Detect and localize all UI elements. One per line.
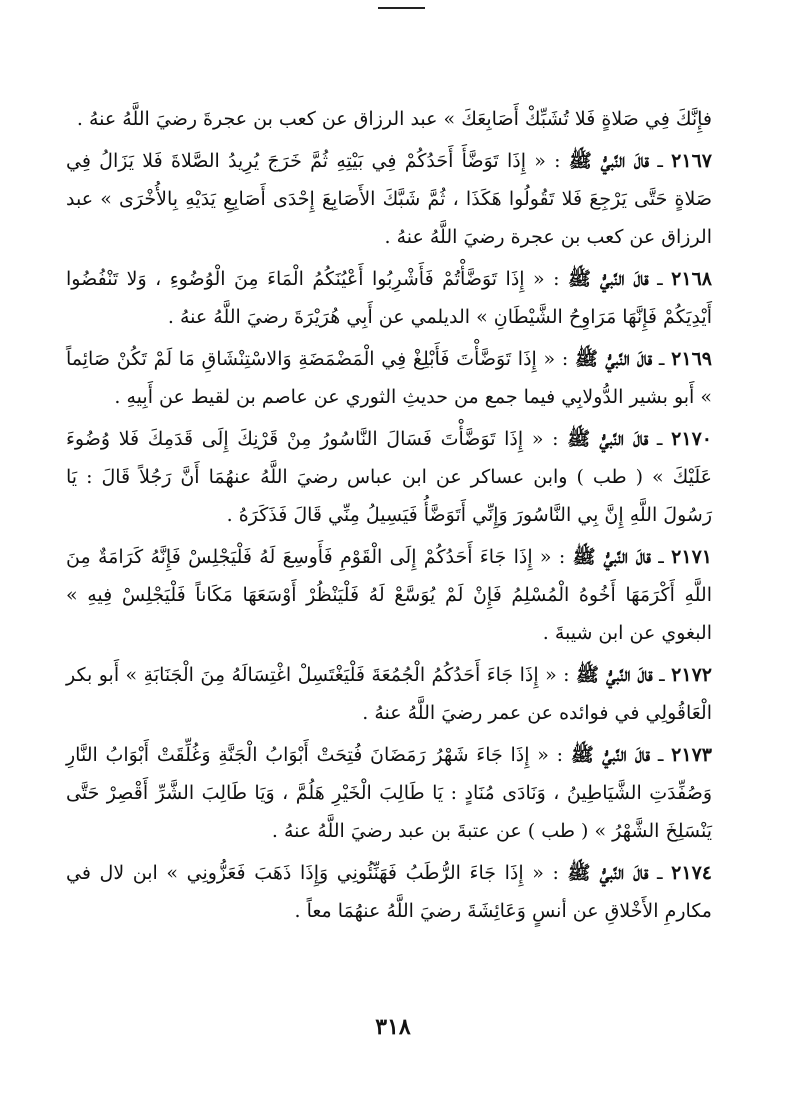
- hadith-entry: ٢١٧٣ ـ قالَ النَّبيُّ ﷺ : « إِذَا جَاءَ شَهْرُ رَمَضَانَ فُتِحَتْ أَبْوَابُ الْجَنَّةِ وَغُلِّقَتْ أَبْوَابُ النَّارِ وَصُفِّدَتِ الشَّيَاطِينُ ، وَنَادَى مُنَادٍ : يَا طَالِبَ الْخَيْرِ هَلُمَّ ، وَيَا طَالِبَ الشَّرِّ أَقْصِرْ حَتَّى يَنْسَلِخَ الشَّهْرُ » ( طب ) عن عتبةَ بن عبد رضيَ اللَّهُ عنهُ .: [66, 744, 712, 842]
- hadith-number: ٢١٧١: [671, 546, 712, 568]
- hadith-entry: ٢١٧١ ـ قالَ النَّبيُّ ﷺ : « إِذَا جَاءَ أَحَدُكُمْ إِلَى الْقَوْمِ فَأَوسِعَ لَهُ فَلْيَجْلِسْ فَإِنَّهُ كَرَامَةٌ مِنَ اللَّهِ أَكْرَمَهَا أَخُوهُ الْمُسْلِمُ فَإِنْ لَمْ يُوَسَّعْ لَهُ فَلْيَنْظُرْ أَوْسَعَهَا مَكَاناً فَلْيَجْلِسْ فِيهِ » البغوي عن ابن شيبةَ .: [66, 546, 712, 644]
- hadith-entry: ٢١٦٧ ـ قالَ النَّبيُّ ﷺ : « إِذَا تَوَضَّأَ أَحَدُكُمْ فِي بَيْتِهِ ثُمَّ خَرَجَ يُرِيدُ الصَّلاةَ فَلا يَزَالُ فِي صَلاةٍ حَتَّى يَرْجِعَ فَلا تَقُولُوا هَكَذَا ، ثُمَّ شَبَّكَ الأَصَابِعَ إِحْدَى أَصَابِعِ يَدَيْهِ بِالأُخْرَى » عبد الرزاق عن كعب بن عجرة رضيَ اللَّهُ عنهُ .: [66, 150, 712, 248]
- hadith-number: ٢١٦٧: [671, 150, 712, 172]
- hadith-text: : « إِذَا جَاءَ الرُّطَبُ فَهَنِّئُونِي وَإِذَا ذَهَبَ فَعَزُّونِي » ابن لال في مكارمِ الأَخْلاقِ عن أنسٍ وَعَائِشَةَ رضيَ اللَّهُ عنهُمَا معاً .: [66, 862, 712, 922]
- page-number: ٣١٨: [375, 1014, 411, 1040]
- hadith-number: ٢١٧٠: [671, 428, 712, 450]
- hadith-label: قالَ النَّبيُّ ﷺ: [567, 428, 649, 450]
- hadith-text: : « إِذَا جَاءَ أَحَدُكُمْ إِلَى الْقَوْمِ فَأَوسِعَ لَهُ فَلْيَجْلِسْ فَإِنَّهُ كَرَامَةٌ مِنَ اللَّهِ أَكْرَمَهَا أَخُوهُ الْمُسْلِمُ فَإِنْ لَمْ يُوَسَّعْ لَهُ فَلْيَنْظُرْ أَوْسَعَهَا مَكَاناً فَلْيَجْلِسْ فِيهِ » البغوي عن ابن شيبةَ .: [66, 546, 712, 644]
- hadith-number: ٢١٧٢: [671, 664, 712, 686]
- hadith-entry: ٢١٦٩ ـ قالَ النَّبيُّ ﷺ : « إِذَا تَوَضَّأْتَ فَأَبْلِغْ فِي الْمَضْمَضَةِ وَالاسْتِنْشَاقِ مَا لَمْ تَكُنْ صَائِماً » أَبو بشير الدُّولابِي فيما جمع من حديثِ الثوري عن عاصم بن لقيط عن أَبِيهِ .: [66, 348, 712, 408]
- hadith-text: : « إِذَا تَوَضَّأْتَ فَسَالَ النَّاسُورُ مِنْ قَرْنِكَ إِلَى قَدَمِكَ فَلا وُضُوءَ عَلَيْكَ » ( طب ) وابن عساكر عن ابن عباس رضيَ اللَّهُ عنهُمَا أَنَّ رَجُلاً قَالَ : يَا رَسُولَ اللَّهِ إِنَّ بِي النَّاسُورَ وَإِنِّي أَتَوَضَّأُ فَيَسِيلُ مِنِّي قَالَ فَذَكَرَهُ .: [66, 428, 712, 526]
- hadith-entry: ٢١٧٠ ـ قالَ النَّبيُّ ﷺ : « إِذَا تَوَضَّأْتَ فَسَالَ النَّاسُورُ مِنْ قَرْنِكَ إِلَى قَدَمِكَ فَلا وُضُوءَ عَلَيْكَ » ( طب ) وابن عساكر عن ابن عباس رضيَ اللَّهُ عنهُمَا أَنَّ رَجُلاً قَالَ : يَا رَسُولَ اللَّهِ إِنَّ بِي النَّاسُورَ وَإِنِّي أَتَوَضَّأُ فَيَسِيلُ مِنِّي قَالَ فَذَكَرَهُ .: [66, 428, 712, 526]
- hadith-entry: ٢١٦٨ ـ قالَ النَّبيُّ ﷺ : « إِذَا تَوَضَّأْتُمْ فَأَشْرِبُوا أَعْيُنَكُمُ الْمَاءَ مِنَ الْوُضُوءِ ، وَلا تَنْفُضُوا أَيْدِيَكُمْ فَإِنَّهَا مَرَاوِحُ الشَّيْطَانِ » الديلمي عن أَبِي هُرَيْرَةَ رضيَ اللَّهُ عنهُ .: [66, 268, 712, 328]
- hadith-entry: ٢١٧٢ ـ قالَ النَّبيُّ ﷺ : « إِذَا جَاءَ أَحَدُكُمُ الْجُمُعَةَ فَلْيَغْتَسِلْ اغْتِسَالَهُ مِنَ الْجَنَابَةِ » أَبو بكر الْعَاقُولِي في فوائده عن عمر رضيَ اللَّهُ عنهُ .: [66, 664, 712, 724]
- hadith-label: قالَ النَّبيُّ ﷺ: [572, 546, 651, 568]
- hadith-label: قالَ النَّبيُّ ﷺ: [568, 268, 649, 290]
- hadith-label: قالَ النَّبيُّ ﷺ: [576, 664, 653, 686]
- hadith-text-block: [66, 100, 712, 930]
- hadith-entry: ٢١٧٤ ـ قالَ النَّبيُّ ﷺ : « إِذَا جَاءَ الرُّطَبُ فَهَنِّئُونِي وَإِذَا ذَهَبَ فَعَزُّونِي » ابن لال في مكارمِ الأَخْلاقِ عن أنسٍ وَعَائِشَةَ رضيَ اللَّهُ عنهُمَا معاً .: [66, 862, 712, 922]
- hadith-label: قالَ النَّبيُّ ﷺ: [575, 348, 653, 370]
- hadith-number: ٢١٦٨: [671, 268, 712, 290]
- continuation-paragraph: فإِنَّكَ فِي صَلاةٍ فَلا تُشَبِّكْ أَصَابِعَكَ » عبد الرزاق عن كعب بن عجرةَ رضيَ اللَّهُ عنهُ .: [76, 108, 712, 130]
- hadith-label: قالَ النَّبيُّ ﷺ: [567, 862, 649, 884]
- hadith-text: : « إِذَا جَاءَ شَهْرُ رَمَضَانَ فُتِحَتْ أَبْوَابُ الْجَنَّةِ وَغُلِّقَتْ أَبْوَابُ النَّارِ وَصُفِّدَتِ الشَّيَاطِينُ ، وَنَادَى مُنَادٍ : يَا طَالِبَ الْخَيْرِ هَلُمَّ ، وَيَا طَالِبَ الشَّرِّ أَقْصِرْ حَتَّى يَنْسَلِخَ الشَّهْرُ » ( طب ) عن عتبةَ بن عبد رضيَ اللَّهُ عنهُ .: [66, 744, 712, 842]
- top-divider: [378, 7, 425, 9]
- hadith-label: قالَ النَّبيُّ ﷺ: [568, 150, 650, 172]
- hadith-number: ٢١٧٤: [671, 862, 712, 884]
- hadith-text: : « إِذَا تَوَضَّأْتُمْ فَأَشْرِبُوا أَعْيُنَكُمُ الْمَاءَ مِنَ الْوُضُوءِ ، وَلا تَنْفُضُوا أَيْدِيَكُمْ فَإِنَّهَا مَرَاوِحُ الشَّيْطَانِ » الديلمي عن أَبِي هُرَيْرَةَ رضيَ اللَّهُ عنهُ .: [66, 268, 712, 328]
- hadith-text: : « إِذَا جَاءَ أَحَدُكُمُ الْجُمُعَةَ فَلْيَغْتَسِلْ اغْتِسَالَهُ مِنَ الْجَنَابَةِ » أَبو بكر الْعَاقُولِي في فوائده عن عمر رضيَ اللَّهُ عنهُ .: [66, 664, 712, 724]
- hadith-text: : « إِذَا تَوَضَّأْتَ فَأَبْلِغْ فِي الْمَضْمَضَةِ وَالاسْتِنْشَاقِ مَا لَمْ تَكُنْ صَائِماً » أَبو بشير الدُّولابِي فيما جمع من حديثِ الثوري عن عاصم بن لقيط عن أَبِيهِ .: [66, 348, 712, 408]
- hadith-text: : « إِذَا تَوَضَّأَ أَحَدُكُمْ فِي بَيْتِهِ ثُمَّ خَرَجَ يُرِيدُ الصَّلاةَ فَلا يَزَالُ فِي صَلاةٍ حَتَّى يَرْجِعَ فَلا تَقُولُوا هَكَذَا ، ثُمَّ شَبَّكَ الأَصَابِعَ إِحْدَى أَصَابِعِ يَدَيْهِ بِالأُخْرَى » عبد الرزاق عن كعب بن عجرة رضيَ اللَّهُ عنهُ .: [66, 150, 712, 248]
- hadith-number: ٢١٦٩: [671, 348, 712, 370]
- hadith-number: ٢١٧٣: [671, 744, 712, 766]
- hadith-label: قالَ النَّبيُّ ﷺ: [570, 744, 651, 766]
